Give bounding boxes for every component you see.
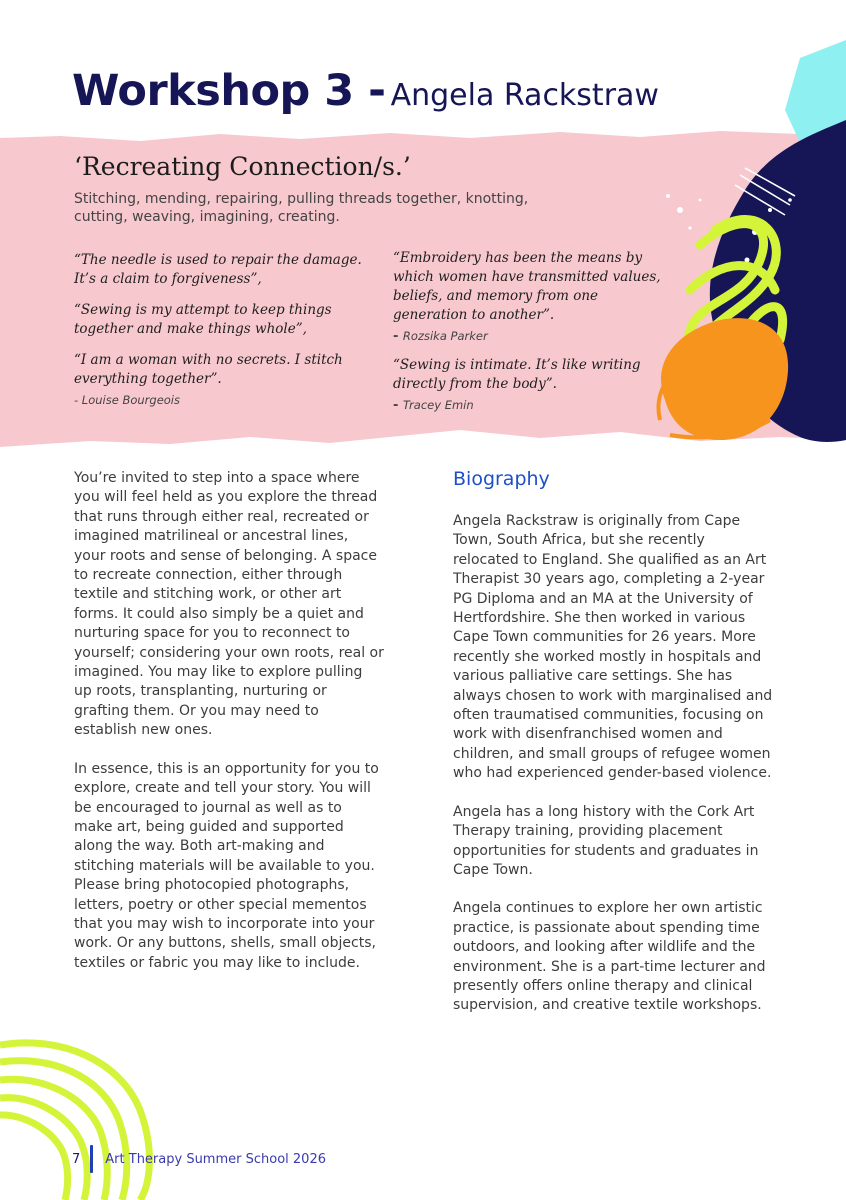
description-paragraph: You’re invited to step into a space where you will feel held as you explore the thread that runs through either real, recreated or imagined matrilineal or ancestral lines, your roots and sense of belonging. A space to recreate connection, either through textile and stitching work, or other art forms. It could also simply be a quiet and nurturing space for you to reconnect to yourself; considering your own roots, real or imagined. You may like to explore pulling up roots, transplanting, nurturing or grafting them. Or you may need to establish new ones.: [74, 470, 384, 739]
description-paragraph: In essence, this is an opportunity for you to explore, create and tell your story. You will be encouraged to journal as well as to make art, being guided and supported along the way. Both art-making and stitching materials will be available to you. Please bring photocopied photographs, letters, poetry or other special mementos that you may wish to incorporate into your work. Or any buttons, shells, small objects, textiles or fabric you may like to include.: [74, 760, 379, 971]
biography-paragraph: Angela Rackstraw is originally from Cape Town, South Africa, but she recently relocated to England. She qualified as an Art Therapist 30 years ago, completing a 2-year PG Diploma and an MA at the University of Hertfordshire. She then worked in various Cape Town communities for 26 years. More recently she worked mostly in hospitals and various palliative care settings. She has always chosen to work with marginalised and often traumatised communities, focusing on work with disenfranchised women and children, and small groups of refugee women who had experienced gender-based violence.: [453, 513, 773, 782]
quote-attribution: - Tracey Emin: [393, 398, 474, 413]
quote: “Sewing is intimate. It’s like writing directly from the body”.: [393, 357, 641, 392]
publication-name: Art Therapy Summer School 2026: [105, 1151, 326, 1167]
attribution-name: Rozsika Parker: [402, 329, 488, 343]
workshop-intro: Stitching, mending, repairing, pulling threads together, knotting, cutting, weaving, imagining, creating.: [74, 191, 529, 225]
biography-paragraph: Angela continues to explore her own artistic practice, is passionate about spending time outdoors, and looking after wildlife and the environment. She is a part-time lecturer and presently offers online therapy and clinical supervision, and creative textile workshops.: [453, 900, 766, 1014]
quote: “Sewing is my attempt to keep things together and make things whole”,: [74, 302, 332, 337]
workshop-subtitle: ‘Recreating Connection/s.’: [74, 152, 411, 181]
quote-attribution: - Louise Bourgeois: [74, 393, 180, 407]
workshop-description: [74, 469, 384, 973]
quote-attribution: - Rozsika Parker: [393, 329, 488, 344]
lime-circle-strokes: [0, 1043, 149, 1200]
quote: “The needle is used to repair the damage. It’s a claim to forgiveness”,: [74, 252, 362, 287]
workshop-title: Workshop 3 -: [72, 66, 386, 116]
quote: “I am a woman with no secrets. I stitch everything together”.: [74, 352, 343, 387]
page-title: [72, 66, 659, 116]
quotes-right-column: [393, 249, 673, 413]
biography-text: [453, 512, 773, 1016]
page-number: 7: [72, 1151, 81, 1167]
page-footer: [72, 1145, 326, 1173]
biography-heading: Biography: [453, 468, 550, 490]
quote: “Embroidery has been the means by which women have transmitted values, beliefs, and memory from one generation to another”.: [393, 250, 661, 323]
quotes-left-column: [74, 251, 374, 407]
biography-paragraph: Angela has a long history with the Cork Art Therapy training, providing placement opportunities for students and graduates in Cape Town.: [453, 803, 759, 878]
facilitator-name: Angela Rackstraw: [390, 78, 659, 113]
footer-divider: [90, 1145, 93, 1173]
attribution-name: Tracey Emin: [402, 398, 474, 412]
